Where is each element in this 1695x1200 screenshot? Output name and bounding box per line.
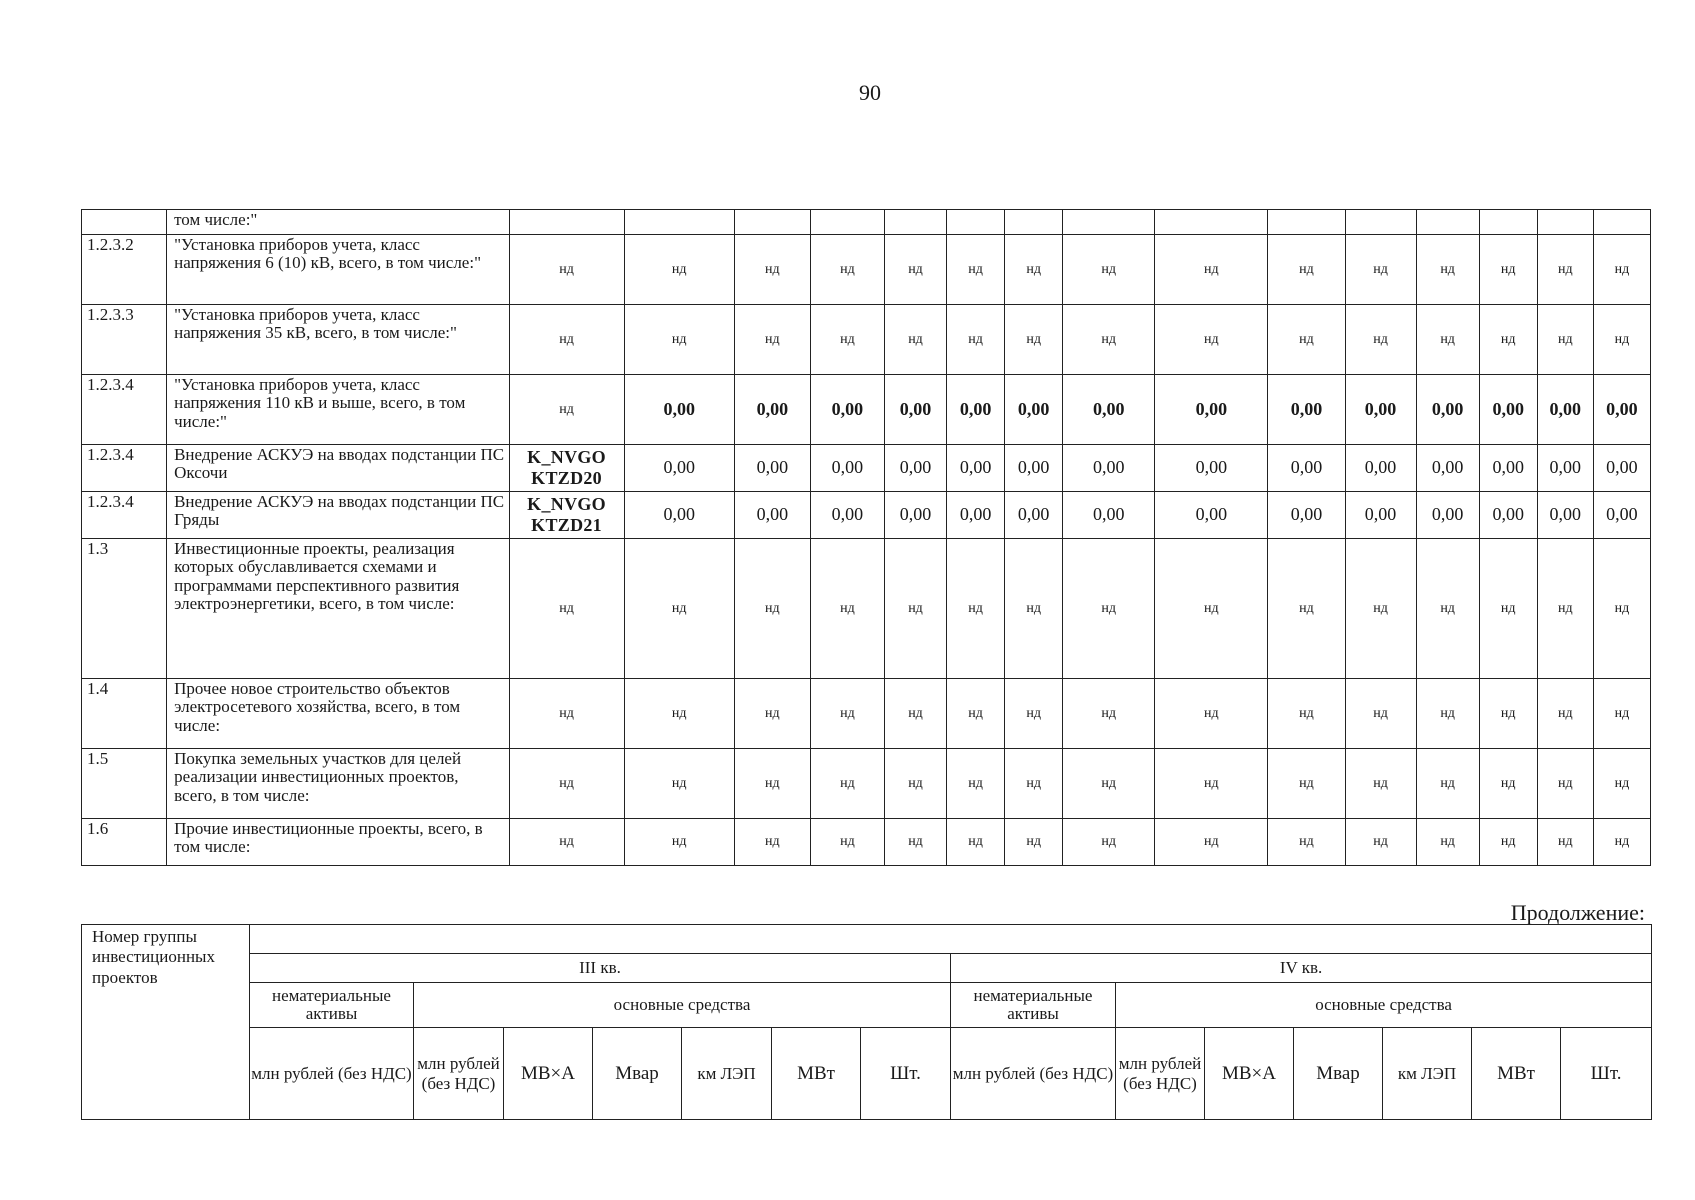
value-cell: нд bbox=[1345, 539, 1416, 679]
value-cell: нд bbox=[734, 749, 810, 819]
value-cell: нд bbox=[1268, 749, 1345, 819]
value-cell: нд bbox=[1268, 539, 1345, 679]
value-cell bbox=[1063, 210, 1155, 235]
row-description: "Установка приборов учета, класс напряжения 6 (10) кВ, всего, в том числе:" bbox=[167, 235, 509, 305]
row-number: 1.6 bbox=[82, 819, 167, 866]
value-cell: нд bbox=[1155, 305, 1268, 375]
value-cell: нд bbox=[1155, 749, 1268, 819]
value-cell: 0,00 bbox=[1593, 375, 1650, 445]
value-cell: нд bbox=[947, 749, 1005, 819]
value-cell: 0,00 bbox=[1593, 492, 1650, 539]
q4-unit-km-lep: км ЛЭП bbox=[1383, 1028, 1472, 1120]
table-row bbox=[82, 679, 1651, 749]
continuation-label: Продолжение: bbox=[1510, 900, 1645, 925]
value-cell: нд bbox=[1416, 819, 1479, 866]
value-cell bbox=[1416, 210, 1479, 235]
row-number bbox=[82, 210, 167, 235]
value-cell: нд bbox=[509, 539, 624, 679]
value-cell: нд bbox=[1005, 305, 1063, 375]
value-cell bbox=[1155, 210, 1268, 235]
table-row bbox=[82, 445, 1651, 492]
value-cell: 0,00 bbox=[1537, 492, 1593, 539]
value-cell: нд bbox=[1005, 539, 1063, 679]
value-cell: нд bbox=[734, 235, 810, 305]
blank-header-cell bbox=[250, 925, 1652, 954]
value-cell: 0,00 bbox=[624, 492, 734, 539]
value-cell: 0,00 bbox=[1155, 445, 1268, 492]
value-cell: нд bbox=[1479, 235, 1537, 305]
value-cell: нд bbox=[1345, 235, 1416, 305]
value-cell: нд bbox=[1155, 819, 1268, 866]
value-cell: 0,00 bbox=[734, 492, 810, 539]
value-cell: нд bbox=[1268, 305, 1345, 375]
value-cell: 0,00 bbox=[1005, 445, 1063, 492]
table-row bbox=[82, 305, 1651, 375]
value-cell: нд bbox=[1063, 679, 1155, 749]
value-cell: 0,00 bbox=[1005, 375, 1063, 445]
table-row bbox=[82, 375, 1651, 445]
value-cell: нд bbox=[884, 539, 946, 679]
row-description: Внедрение АСКУЭ на вводах подстанции ПС Гряды bbox=[167, 492, 509, 539]
q3-fixed-assets-header: основные средства bbox=[414, 983, 951, 1028]
value-cell: нд bbox=[734, 539, 810, 679]
value-cell: нд bbox=[1155, 539, 1268, 679]
value-cell bbox=[509, 210, 624, 235]
value-cell bbox=[1479, 210, 1537, 235]
value-cell: 0,00 bbox=[1593, 445, 1650, 492]
value-cell: нд bbox=[810, 539, 884, 679]
value-cell: нд bbox=[1593, 235, 1650, 305]
value-cell: нд bbox=[884, 679, 946, 749]
value-cell: 0,00 bbox=[1479, 375, 1537, 445]
value-cell: нд bbox=[624, 305, 734, 375]
investment-table bbox=[81, 209, 1651, 866]
value-cell: нд bbox=[1593, 819, 1650, 866]
value-cell: 0,00 bbox=[1537, 375, 1593, 445]
value-cell bbox=[1268, 210, 1345, 235]
page-number: 90 bbox=[859, 80, 881, 105]
value-cell: нд bbox=[1416, 749, 1479, 819]
value-cell: нд bbox=[1063, 819, 1155, 866]
value-cell: 0,00 bbox=[1268, 375, 1345, 445]
value-cell: 0,00 bbox=[1416, 375, 1479, 445]
value-cell: нд bbox=[947, 235, 1005, 305]
value-cell: нд bbox=[509, 679, 624, 749]
value-cell bbox=[1345, 210, 1416, 235]
value-cell: 0,00 bbox=[1155, 375, 1268, 445]
value-cell: 0,00 bbox=[734, 375, 810, 445]
value-cell: нд bbox=[1537, 819, 1593, 866]
value-cell: 0,00 bbox=[947, 492, 1005, 539]
table-row bbox=[82, 749, 1651, 819]
value-cell: нд bbox=[1345, 679, 1416, 749]
value-cell: 0,00 bbox=[1063, 492, 1155, 539]
value-cell: нд bbox=[1345, 819, 1416, 866]
value-cell: нд bbox=[1005, 819, 1063, 866]
row-description: Покупка земельных участков для целей реализации инвестиционных проектов, всего, в том числе: bbox=[167, 749, 509, 819]
value-cell bbox=[734, 210, 810, 235]
value-cell: нд bbox=[810, 305, 884, 375]
q4-unit-intangible-rub: млн рублей (без НДС) bbox=[951, 1028, 1116, 1120]
q3-intangible-assets-header: нематериальные активы bbox=[250, 983, 414, 1028]
project-code: нд bbox=[509, 375, 624, 445]
value-cell: 0,00 bbox=[1345, 492, 1416, 539]
value-cell: нд bbox=[1479, 539, 1537, 679]
value-cell: нд bbox=[1537, 749, 1593, 819]
value-cell: нд bbox=[810, 819, 884, 866]
table-row bbox=[82, 539, 1651, 679]
row-description: "Установка приборов учета, класс напряжения 110 кВ и выше, всего, в том числе:" bbox=[167, 375, 509, 445]
value-cell: нд bbox=[1593, 305, 1650, 375]
row-number: 1.2.3.4 bbox=[82, 445, 167, 492]
value-cell: нд bbox=[1479, 679, 1537, 749]
q4-fixed-assets-header: основные средства bbox=[1116, 983, 1652, 1028]
value-cell: нд bbox=[1416, 679, 1479, 749]
value-cell: 0,00 bbox=[1063, 445, 1155, 492]
value-cell: нд bbox=[1537, 539, 1593, 679]
row-description: Прочие инвестиционные проекты, всего, в том числе: bbox=[167, 819, 509, 866]
value-cell: нд bbox=[1416, 235, 1479, 305]
value-cell: 0,00 bbox=[810, 445, 884, 492]
value-cell: 0,00 bbox=[1479, 492, 1537, 539]
value-cell: 0,00 bbox=[624, 375, 734, 445]
value-cell: нд bbox=[1268, 679, 1345, 749]
value-cell: нд bbox=[884, 235, 946, 305]
q3-unit-mva: МВ×А bbox=[504, 1028, 593, 1120]
value-cell: нд bbox=[1593, 749, 1650, 819]
continuation-header-table bbox=[81, 924, 1652, 1120]
value-cell: нд bbox=[509, 305, 624, 375]
q3-unit-mw: МВт bbox=[772, 1028, 861, 1120]
value-cell: нд bbox=[1268, 819, 1345, 866]
value-cell: нд bbox=[947, 539, 1005, 679]
value-cell: нд bbox=[1345, 749, 1416, 819]
value-cell: нд bbox=[884, 305, 946, 375]
row-number: 1.3 bbox=[82, 539, 167, 679]
q4-unit-fixed-rub: млн рублей (без НДС) bbox=[1116, 1028, 1205, 1120]
row-number: 1.5 bbox=[82, 749, 167, 819]
value-cell: нд bbox=[1537, 235, 1593, 305]
value-cell bbox=[1005, 210, 1063, 235]
value-cell: нд bbox=[1479, 749, 1537, 819]
value-cell bbox=[884, 210, 946, 235]
row-number: 1.2.3.4 bbox=[82, 492, 167, 539]
value-cell bbox=[1537, 210, 1593, 235]
value-cell: нд bbox=[1005, 235, 1063, 305]
value-cell: нд bbox=[1063, 235, 1155, 305]
value-cell: нд bbox=[1155, 235, 1268, 305]
value-cell: 0,00 bbox=[1268, 492, 1345, 539]
value-cell: 0,00 bbox=[1345, 445, 1416, 492]
row-number: 1.4 bbox=[82, 679, 167, 749]
row-description: Прочее новое строительство объектов электросетевого хозяйства, всего, в том числе: bbox=[167, 679, 509, 749]
value-cell: нд bbox=[624, 679, 734, 749]
value-cell: нд bbox=[624, 819, 734, 866]
value-cell: нд bbox=[1593, 539, 1650, 679]
group-number-header: Номер группы инвестиционных проектов bbox=[82, 925, 250, 1120]
value-cell: нд bbox=[1063, 305, 1155, 375]
value-cell: нд bbox=[624, 235, 734, 305]
row-number: 1.2.3.3 bbox=[82, 305, 167, 375]
row-number: 1.2.3.2 bbox=[82, 235, 167, 305]
quarter-3-header: III кв. bbox=[250, 954, 951, 983]
value-cell: нд bbox=[1268, 235, 1345, 305]
q3-unit-km-lep: км ЛЭП bbox=[682, 1028, 772, 1120]
row-description: "Установка приборов учета, класс напряжения 35 кВ, всего, в том числе:" bbox=[167, 305, 509, 375]
value-cell bbox=[947, 210, 1005, 235]
q4-unit-mvar: Мвар bbox=[1294, 1028, 1383, 1120]
value-cell: 0,00 bbox=[1005, 492, 1063, 539]
value-cell: 0,00 bbox=[810, 492, 884, 539]
value-cell: нд bbox=[1416, 305, 1479, 375]
value-cell: нд bbox=[1479, 819, 1537, 866]
table-row bbox=[82, 819, 1651, 866]
value-cell: нд bbox=[734, 679, 810, 749]
value-cell: нд bbox=[947, 305, 1005, 375]
value-cell: нд bbox=[1063, 539, 1155, 679]
table-row bbox=[82, 210, 1651, 235]
value-cell: 0,00 bbox=[947, 375, 1005, 445]
value-cell: нд bbox=[810, 749, 884, 819]
value-cell bbox=[810, 210, 884, 235]
value-cell: 0,00 bbox=[1345, 375, 1416, 445]
table-row bbox=[82, 492, 1651, 539]
value-cell: 0,00 bbox=[1063, 375, 1155, 445]
value-cell: нд bbox=[1005, 679, 1063, 749]
value-cell: нд bbox=[1416, 539, 1479, 679]
q4-unit-pcs: Шт. bbox=[1561, 1028, 1652, 1120]
value-cell bbox=[1593, 210, 1650, 235]
value-cell: нд bbox=[1005, 749, 1063, 819]
value-cell: нд bbox=[734, 819, 810, 866]
quarter-4-header: IV кв. bbox=[951, 954, 1652, 983]
value-cell: 0,00 bbox=[1268, 445, 1345, 492]
q3-unit-mvar: Мвар bbox=[593, 1028, 682, 1120]
value-cell: нд bbox=[509, 235, 624, 305]
table-row bbox=[82, 235, 1651, 305]
value-cell: нд bbox=[1537, 679, 1593, 749]
project-code: K_NVGO KTZD20 bbox=[509, 445, 624, 492]
value-cell: 0,00 bbox=[884, 445, 946, 492]
value-cell: нд bbox=[1593, 679, 1650, 749]
q4-unit-mw: МВт bbox=[1472, 1028, 1561, 1120]
value-cell: 0,00 bbox=[810, 375, 884, 445]
row-description: Инвестиционные проекты, реализация которых обуславливается схемами и программами перспективного развития электроэнергетики, всего, в том числе: bbox=[167, 539, 509, 679]
value-cell: нд bbox=[947, 679, 1005, 749]
value-cell: 0,00 bbox=[884, 375, 946, 445]
value-cell: нд bbox=[947, 819, 1005, 866]
value-cell: 0,00 bbox=[1416, 445, 1479, 492]
row-description: Внедрение АСКУЭ на вводах подстанции ПС Оксочи bbox=[167, 445, 509, 492]
project-code: K_NVGO KTZD21 bbox=[509, 492, 624, 539]
value-cell bbox=[624, 210, 734, 235]
value-cell: 0,00 bbox=[947, 445, 1005, 492]
q3-unit-intangible-rub: млн рублей (без НДС) bbox=[250, 1028, 414, 1120]
value-cell: нд bbox=[810, 679, 884, 749]
value-cell: 0,00 bbox=[884, 492, 946, 539]
value-cell: 0,00 bbox=[1479, 445, 1537, 492]
value-cell: нд bbox=[884, 819, 946, 866]
value-cell: нд bbox=[734, 305, 810, 375]
value-cell: нд bbox=[1155, 679, 1268, 749]
value-cell: 0,00 bbox=[1155, 492, 1268, 539]
value-cell: нд bbox=[1063, 749, 1155, 819]
value-cell: нд bbox=[1537, 305, 1593, 375]
q3-unit-pcs: Шт. bbox=[861, 1028, 951, 1120]
value-cell: 0,00 bbox=[1416, 492, 1479, 539]
q4-intangible-assets-header: нематериальные активы bbox=[951, 983, 1116, 1028]
value-cell: нд bbox=[884, 749, 946, 819]
value-cell: нд bbox=[624, 539, 734, 679]
q3-unit-fixed-rub: млн рублей (без НДС) bbox=[414, 1028, 504, 1120]
value-cell: нд bbox=[624, 749, 734, 819]
value-cell: нд bbox=[509, 819, 624, 866]
value-cell: 0,00 bbox=[734, 445, 810, 492]
q4-unit-mva: МВ×А bbox=[1205, 1028, 1294, 1120]
value-cell: нд bbox=[1345, 305, 1416, 375]
value-cell: 0,00 bbox=[624, 445, 734, 492]
row-number: 1.2.3.4 bbox=[82, 375, 167, 445]
row-description: том числе:" bbox=[167, 210, 509, 235]
value-cell: 0,00 bbox=[1537, 445, 1593, 492]
value-cell: нд bbox=[810, 235, 884, 305]
value-cell: нд bbox=[1479, 305, 1537, 375]
value-cell: нд bbox=[509, 749, 624, 819]
